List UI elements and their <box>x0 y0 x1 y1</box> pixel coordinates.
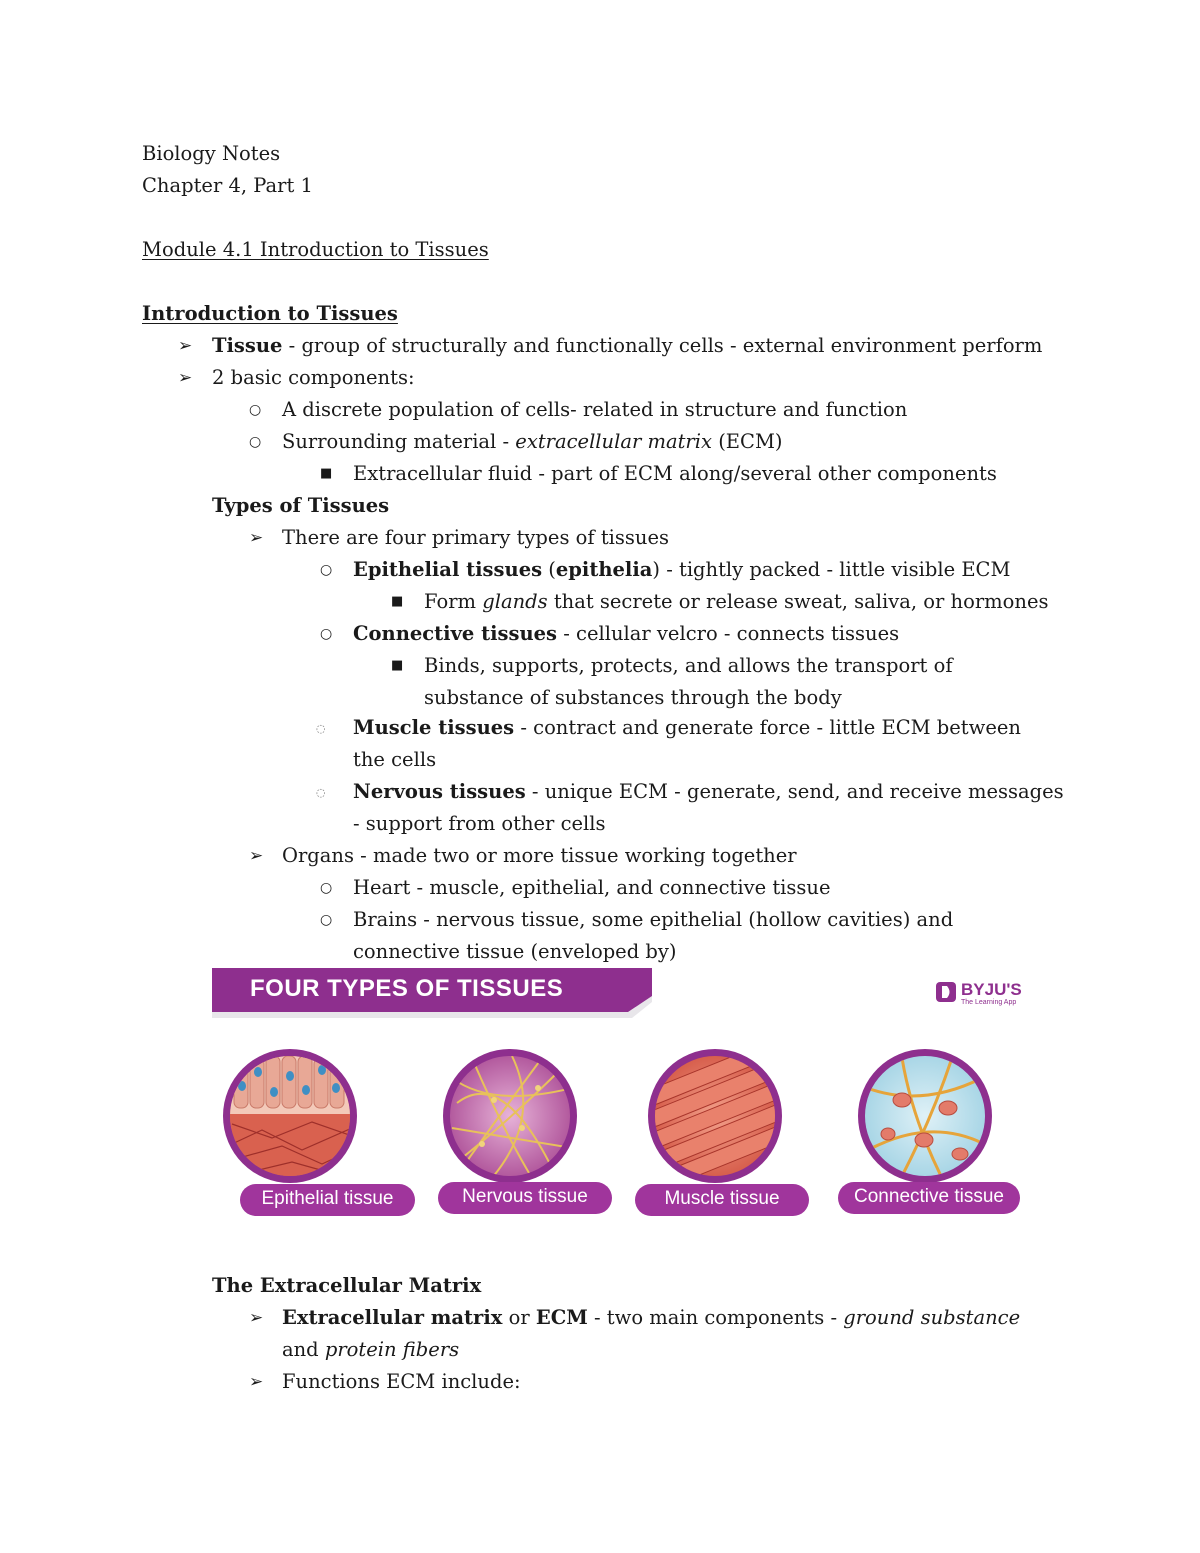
component-1: A discrete population of cells- related in structure and function <box>282 398 908 421</box>
arrow-bullet-icon: ➢ <box>249 1308 264 1328</box>
square-bullet-icon: ■ <box>391 594 404 609</box>
doc-title: Biology Notes <box>142 142 281 165</box>
tissue-types-figure <box>212 968 1032 1220</box>
arrow-bullet-icon: ➢ <box>178 368 193 388</box>
muscle-item: Muscle tissues - contract and generate force - little ECM between <box>353 716 1021 739</box>
circle-bullet-icon: ○ <box>249 402 262 418</box>
basic-components: 2 basic components: <box>212 366 415 389</box>
tissue-figure-svg <box>212 968 1032 1220</box>
circle-bullet-icon: ○ <box>249 434 262 450</box>
circle-bullet-icon: ○ <box>320 562 333 578</box>
logo-text: BYJU'S <box>961 980 1022 999</box>
muscle-label: Muscle tissue <box>664 1188 780 1209</box>
types-intro: There are four primary types of tissues <box>282 526 670 549</box>
organs-item: Organs - made two or more tissue working together <box>282 844 797 867</box>
nervous-tissue-illustration <box>443 1049 577 1183</box>
muscle-item-cont: the cells <box>353 748 437 771</box>
connective-tissue-illustration <box>858 1049 992 1183</box>
dotted-circle-bullet-icon: ◌ <box>316 722 326 735</box>
circle-bullet-icon: ○ <box>320 880 333 896</box>
ecm-heading: The Extracellular Matrix <box>212 1274 482 1297</box>
connective-label: Connective tissue <box>854 1186 1004 1207</box>
arrow-bullet-icon: ➢ <box>249 1372 264 1392</box>
chapter-label: Chapter 4, Part 1 <box>142 174 313 197</box>
nervous-label: Nervous tissue <box>462 1186 588 1207</box>
epithelial-label: Epithelial tissue <box>261 1188 394 1209</box>
square-bullet-icon: ■ <box>320 466 333 481</box>
connective-sub-1: Binds, supports, protects, and allows the transport of <box>424 654 953 677</box>
brains-item: Brains - nervous tissue, some epithelial (hollow cavities) and <box>353 908 954 931</box>
arrow-bullet-icon: ➢ <box>178 336 193 356</box>
ecm-functions: Functions ECM include: <box>282 1370 521 1393</box>
brains-item-cont: connective tissue (enveloped by) <box>353 940 677 963</box>
arrow-bullet-icon: ➢ <box>249 846 264 866</box>
circle-bullet-icon: ○ <box>320 626 333 642</box>
connective-item: Connective tissues - cellular velcro - connects tissues <box>353 622 900 645</box>
heart-item: Heart - muscle, epithelial, and connective tissue <box>353 876 831 899</box>
epithelial-sub: Form glands that secrete or release sweat, saliva, or hormones <box>424 590 1049 613</box>
nervous-item-cont: - support from other cells <box>353 812 606 835</box>
arrow-bullet-icon: ➢ <box>249 528 264 548</box>
banner-title: FOUR TYPES OF TISSUES <box>250 975 564 1002</box>
module-heading: Module 4.1 Introduction to Tissues <box>142 238 489 261</box>
circle-bullet-icon: ○ <box>320 912 333 928</box>
muscle-tissue-illustration <box>644 1036 789 1195</box>
dotted-circle-bullet-icon: ◌ <box>316 786 326 799</box>
ecm-definition: Extracellular matrix or ECM - two main components - ground substance <box>282 1306 1021 1329</box>
epithelial-tissue-illustration <box>223 1049 357 1184</box>
ecm-definition-cont: and protein fibers <box>282 1338 460 1361</box>
square-bullet-icon: ■ <box>391 658 404 673</box>
epithelial-item: Epithelial tissues (epithelia) - tightly packed - little visible ECM <box>353 558 1011 581</box>
connective-sub-2: substance of substances through the body <box>424 686 842 709</box>
component-2: Surrounding material - extracellular matrix (ECM) <box>282 430 783 453</box>
component-2-sub: Extracellular fluid - part of ECM along/several other components <box>353 462 997 485</box>
types-heading: Types of Tissues <box>212 494 390 517</box>
nervous-item: Nervous tissues - unique ECM - generate, send, and receive messages <box>353 780 1064 803</box>
logo-subtext: The Learning App <box>961 999 1017 1006</box>
intro-heading: Introduction to Tissues <box>142 302 398 325</box>
tissue-definition: Tissue - group of structurally and functionally cells - external environment perform <box>212 334 1043 357</box>
